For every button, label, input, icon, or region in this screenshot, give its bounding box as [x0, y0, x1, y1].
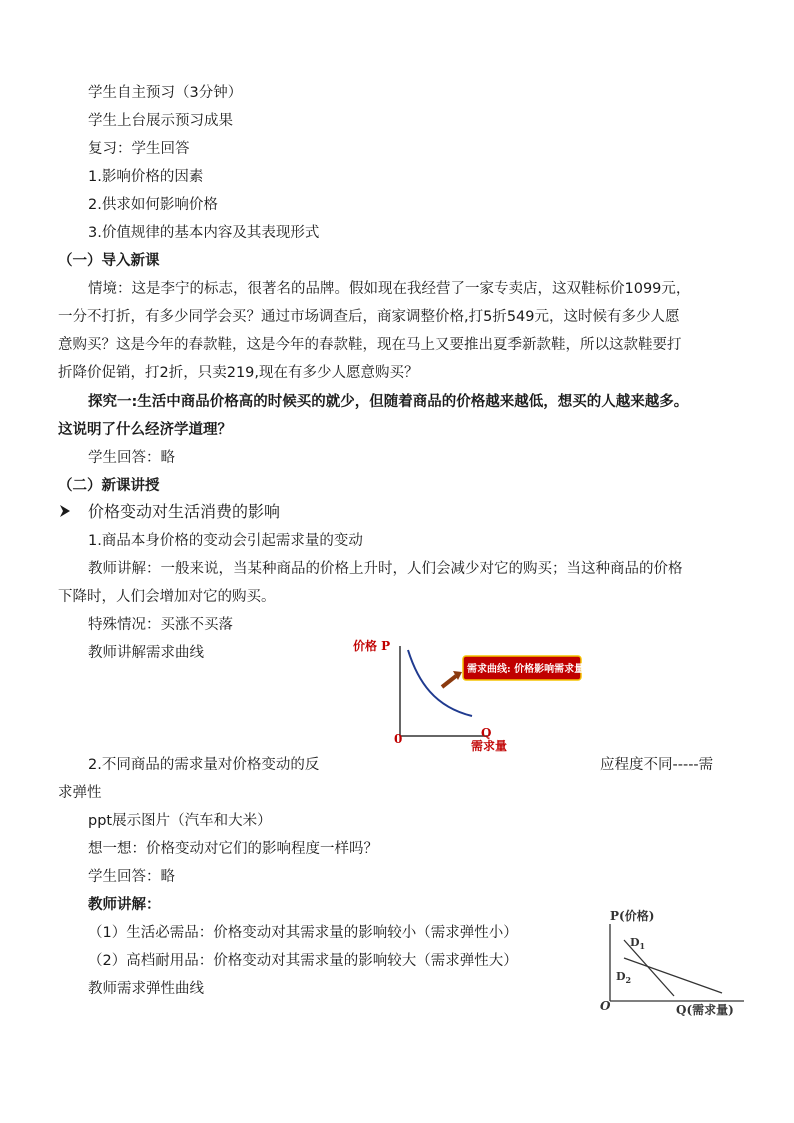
scenario-line-1: 情境：这是李宁的标志，很著名的品牌。假如现在我经营了一家专卖店，这双鞋标价1099元，: [88, 281, 691, 297]
chart2-d1-sub: 1: [639, 941, 646, 951]
review-line: 复习：学生回答: [88, 141, 190, 157]
svg-text:D1: [630, 936, 645, 951]
chart2-d2-label: D: [616, 970, 626, 983]
student-answer-2: 学生回答：略: [88, 869, 175, 885]
point-2-end: 应程度不同-----需: [600, 757, 714, 773]
point-1: 1.商品本身价格的变动会引起需求量的变动: [88, 533, 363, 549]
think-line: 想一想：价格变动对它们的影响程度一样吗？: [88, 841, 378, 857]
demand-curve-figure: [350, 632, 600, 760]
chart2-d1-label: D: [630, 936, 640, 949]
demand-curve-label: 教师讲解需求曲线: [88, 645, 204, 661]
elasticity-figure: [594, 906, 754, 1018]
bullet-title: 价格变动对生活消费的影响: [88, 502, 281, 521]
inquiry-line-1: 探究一:生活中商品价格高的时候买的就少，但随着商品的价格越来越低，想买的人越来越多。: [88, 394, 689, 410]
section-heading-intro: （一）导入新课: [58, 253, 160, 269]
scenario-line-4: 折降价促销，打2折，只卖219,现在有多少人愿意购买？: [58, 365, 419, 381]
teacher-explain-line-2: 下降时，人们会增加对它的购买。: [58, 589, 276, 605]
durables-line: （2）高档耐用品：价格变动对其需求量的影响较大（需求弹性大）: [88, 953, 518, 969]
chart2-d2-line: [624, 958, 722, 993]
chart1-xlabel-2: 需求量: [471, 739, 508, 753]
scenario-line-3: 意购买？这是今年的春款鞋，这是今年的春款鞋，现在马上又要推出夏季新款鞋，所以这款鞋要打: [58, 337, 682, 353]
inquiry-line-2: 这说明了什么经济学道理？: [58, 422, 232, 438]
special-case: 特殊情况：买涨不买落: [88, 617, 233, 633]
ppt-line: ppt展示图片（汽车和大米）: [88, 813, 272, 829]
review-item-2: 2.供求如何影响价格: [88, 197, 218, 213]
point-2-start: 2.不同商品的需求量对价格变动的反: [88, 757, 320, 773]
preview-line: 学生自主预习（3分钟）: [88, 85, 243, 101]
teacher-explain-line-1: 教师讲解：一般来说，当某种商品的价格上升时，人们会减少对它的购买；当这种商品的价格: [88, 561, 683, 577]
section-heading-lecture: （二）新课讲授: [58, 478, 160, 494]
chart1-xlabel: Q: [481, 726, 492, 740]
chart2-d2-sub: 2: [625, 975, 632, 985]
chart1-origin: 0: [394, 732, 403, 746]
necessities-line: （1）生活必需品：价格变动对其需求量的影响较小（需求弹性小）: [88, 925, 518, 941]
svg-text:D2: [616, 970, 631, 985]
student-answer-1: 学生回答：略: [88, 450, 175, 466]
chart2-ylabel: P(价格): [610, 909, 655, 923]
elasticity-curve-label: 教师需求弹性曲线: [88, 981, 204, 997]
scenario-line-2: 一分不打折，有多少同学会买？通过市场调查后，商家调整价格,打5折549元，这时候有多少人愿: [58, 309, 680, 325]
present-line: 学生上台展示预习成果: [88, 113, 233, 129]
chart2-origin: O: [600, 999, 611, 1013]
review-item-3: 3.价值规律的基本内容及其表现形式: [88, 225, 320, 241]
chart1-callout-text: 需求曲线: 价格影响需求量.: [467, 664, 588, 675]
point-2-cont: 求弹性: [58, 785, 102, 801]
chart1-ylabel: 价格 P: [353, 639, 391, 653]
teacher-heading: 教师讲解：: [88, 897, 161, 913]
arrow-right-bullet-icon: [58, 503, 72, 523]
chart1-callout-arrow: [442, 676, 456, 687]
chart2-xlabel: Q(需求量): [676, 1003, 734, 1017]
review-item-1: 1.影响价格的因素: [88, 169, 204, 185]
